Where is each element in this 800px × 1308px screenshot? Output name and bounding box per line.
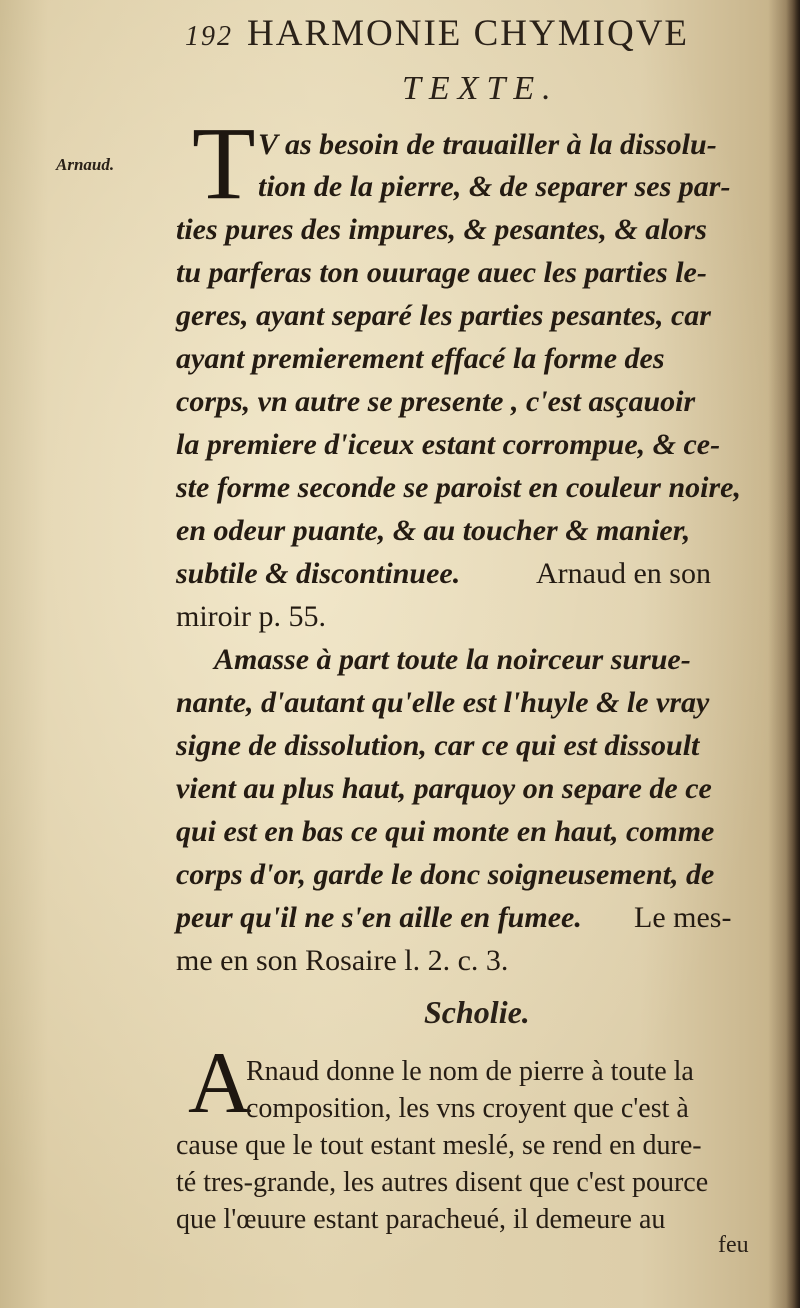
section-heading-scholie: Scholie. — [424, 994, 530, 1030]
text-line: que l'œuure estant paracheué, il demeure au — [176, 1204, 666, 1235]
text-line: Rnaud donne le nom de pierre à toute la — [246, 1056, 694, 1087]
citation: me en son Rosaire l. 2. c. 3. — [176, 944, 509, 977]
text-line: corps, vn autre se presente , c'est asçauoir — [176, 385, 696, 418]
text-line: en odeur puante, & au toucher & manier, — [176, 514, 691, 547]
citation: miroir p. 55. — [176, 600, 326, 633]
margin-note: Arnaud. — [56, 155, 115, 174]
text-line: ayant premierement effacé la forme des — [176, 342, 665, 375]
text-line: corps d'or, garde le donc soigneusement, de — [176, 858, 715, 891]
page-number: 192 — [185, 21, 233, 52]
text-line: signe de dissolution, car ce qui est dissoult — [176, 729, 700, 762]
text-line: subtile & discontinuee. — [176, 557, 461, 590]
text-line: V as besoin de trauailler à la dissolu- — [258, 128, 717, 161]
text-line: tu parferas ton ouurage auec les parties le- — [176, 256, 707, 289]
text-line: qui est en bas ce qui monte en haut, comme — [176, 815, 715, 848]
text-line: té tres-grande, les autres disent que c'est pource — [176, 1167, 709, 1198]
page-gutter-shadow — [786, 0, 800, 1308]
text-line: la premiere d'iceux estant corrompue, & ce- — [176, 428, 721, 461]
running-head — [185, 12, 689, 55]
section-heading-texte: TEXTE. — [402, 70, 559, 107]
citation: Le mes- — [634, 901, 732, 934]
text-line: ties pures des impures, & pesantes, & alors — [176, 213, 707, 246]
text-line: ste forme seconde se paroist en couleur noire, — [176, 471, 741, 504]
text-line: nante, d'autant qu'elle est l'huyle & le vray — [176, 686, 710, 719]
book-title: HARMONIE CHYMIQVE — [247, 13, 690, 54]
drop-cap-t: T — [192, 106, 256, 221]
text-line: geres, ayant separé les parties pesantes, car — [176, 299, 711, 332]
text-line: tion de la pierre, & de separer ses par- — [258, 170, 731, 203]
drop-cap-a: A — [188, 1035, 252, 1132]
text-line: Amasse à part toute la noirceur surue- — [214, 643, 691, 676]
citation: Arnaud en son — [536, 557, 711, 590]
catchword: feu — [718, 1232, 749, 1258]
text-line: composition, les vns croyent que c'est à — [246, 1093, 689, 1124]
text-line: vient au plus haut, parquoy on separe de ce — [176, 772, 712, 805]
text-line: peur qu'il ne s'en aille en fumee. — [176, 901, 582, 934]
text-line: cause que le tout estant meslé, se rend en dure- — [176, 1130, 702, 1161]
